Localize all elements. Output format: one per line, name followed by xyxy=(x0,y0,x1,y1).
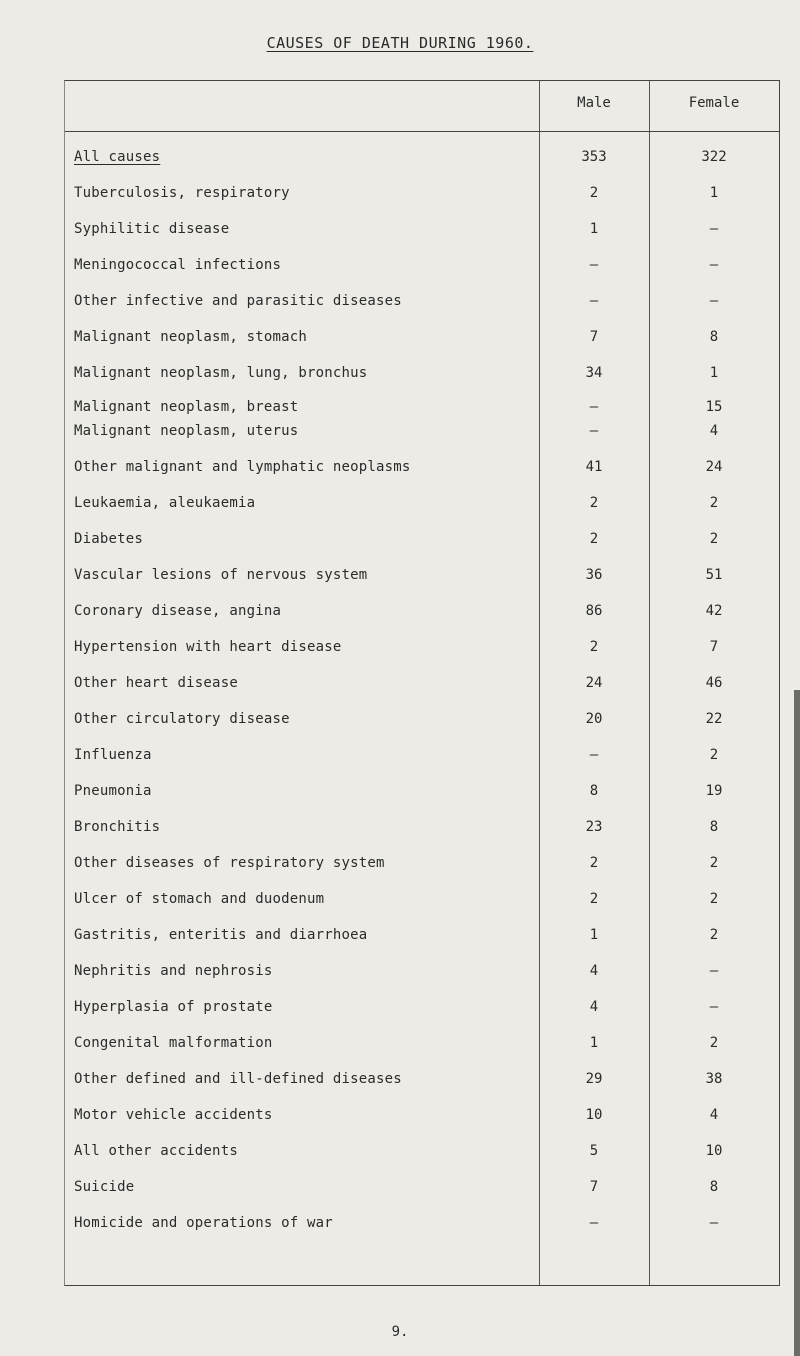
cause-label: Other defined and ill-defined diseases xyxy=(74,1071,402,1087)
cause-label: Bronchitis xyxy=(74,819,161,835)
cause-label: Other diseases of respiratory system xyxy=(74,855,385,871)
female-count: 2 xyxy=(709,495,719,511)
table-row xyxy=(65,1071,779,1097)
female-count: 7 xyxy=(709,639,719,655)
male-count: – xyxy=(589,747,599,763)
table-row xyxy=(65,399,779,425)
male-count: 1 xyxy=(589,221,599,237)
female-count: – xyxy=(709,999,719,1015)
cause-label: Malignant neoplasm, breast xyxy=(74,399,299,415)
table-row xyxy=(65,293,779,319)
male-count: – xyxy=(589,1215,599,1231)
female-count: 38 xyxy=(705,1071,723,1087)
table-row xyxy=(65,891,779,917)
table-row xyxy=(65,149,779,175)
cause-label: Hypertension with heart disease xyxy=(74,639,342,655)
female-count: 1 xyxy=(709,185,719,201)
cause-label: All other accidents xyxy=(74,1143,238,1159)
female-count: 4 xyxy=(709,1107,719,1123)
cause-label: Gastritis, enteritis and diarrhoea xyxy=(74,927,368,943)
cause-label: Malignant neoplasm, lung, bronchus xyxy=(74,365,368,381)
table-row xyxy=(65,531,779,557)
cause-label: Tuberculosis, respiratory xyxy=(74,185,290,201)
cause-label: Influenza xyxy=(74,747,152,763)
cause-label: Leukaemia, aleukaemia xyxy=(74,495,256,511)
table-row xyxy=(65,1179,779,1205)
male-count: 7 xyxy=(589,1179,599,1195)
table-row xyxy=(65,855,779,881)
cause-label: Vascular lesions of nervous system xyxy=(74,567,368,583)
female-count: 22 xyxy=(705,711,723,727)
female-count: 322 xyxy=(701,149,727,165)
male-count: 7 xyxy=(589,329,599,345)
table-row xyxy=(65,963,779,989)
table-row xyxy=(65,257,779,283)
female-count: 19 xyxy=(705,783,723,799)
table-row xyxy=(65,1035,779,1061)
male-count: 4 xyxy=(589,963,599,979)
cause-label: Ulcer of stomach and duodenum xyxy=(74,891,325,907)
table-row xyxy=(65,221,779,247)
male-count: 8 xyxy=(589,783,599,799)
male-count: – xyxy=(589,257,599,273)
male-count: 5 xyxy=(589,1143,599,1159)
cause-label: Coronary disease, angina xyxy=(74,603,282,619)
table-row xyxy=(65,1143,779,1169)
cause-label: Congenital malformation xyxy=(74,1035,273,1051)
column-header-female: Female xyxy=(688,95,740,111)
column-header-male: Male xyxy=(577,95,611,111)
female-count: 2 xyxy=(709,747,719,763)
cause-label: All causes xyxy=(74,149,161,165)
table-row xyxy=(65,329,779,355)
table-row xyxy=(65,639,779,665)
female-count: 10 xyxy=(705,1143,723,1159)
cause-label: Meningococcal infections xyxy=(74,257,282,273)
page-title: CAUSES OF DEATH DURING 1960. xyxy=(266,34,534,52)
cause-label: Syphilitic disease xyxy=(74,221,230,237)
female-count: – xyxy=(709,963,719,979)
female-count: 24 xyxy=(705,459,723,475)
table-row xyxy=(65,1107,779,1133)
male-count: 34 xyxy=(585,365,603,381)
cause-label: Hyperplasia of prostate xyxy=(74,999,273,1015)
female-count: 2 xyxy=(709,927,719,943)
female-count: 1 xyxy=(709,365,719,381)
male-count: 1 xyxy=(589,1035,599,1051)
male-count: 2 xyxy=(589,855,599,871)
male-count: 29 xyxy=(585,1071,603,1087)
cause-label: Malignant neoplasm, uterus xyxy=(74,423,299,439)
female-count: 4 xyxy=(709,423,719,439)
table-row xyxy=(65,423,779,449)
cause-label: Other circulatory disease xyxy=(74,711,290,727)
table-row xyxy=(65,747,779,773)
female-count: 8 xyxy=(709,329,719,345)
table-row xyxy=(65,999,779,1025)
cause-label: Suicide xyxy=(74,1179,135,1195)
female-count: 8 xyxy=(709,819,719,835)
male-count: 2 xyxy=(589,639,599,655)
table-row xyxy=(65,927,779,953)
cause-label: Other heart disease xyxy=(74,675,238,691)
cause-label: Diabetes xyxy=(74,531,144,547)
table-row xyxy=(65,185,779,211)
female-count: 2 xyxy=(709,1035,719,1051)
male-count: 24 xyxy=(585,675,603,691)
male-count: – xyxy=(589,293,599,309)
male-count: 10 xyxy=(585,1107,603,1123)
male-count: 2 xyxy=(589,531,599,547)
male-count: 20 xyxy=(585,711,603,727)
female-count: 42 xyxy=(705,603,723,619)
male-count: 1 xyxy=(589,927,599,943)
cause-label: Malignant neoplasm, stomach xyxy=(74,329,307,345)
male-count: 86 xyxy=(585,603,603,619)
male-count: 41 xyxy=(585,459,603,475)
cause-label: Homicide and operations of war xyxy=(74,1215,333,1231)
female-count: 51 xyxy=(705,567,723,583)
table-row xyxy=(65,675,779,701)
male-count: 36 xyxy=(585,567,603,583)
female-count: 2 xyxy=(709,531,719,547)
female-count: 8 xyxy=(709,1179,719,1195)
male-count: 2 xyxy=(589,891,599,907)
cause-label: Motor vehicle accidents xyxy=(74,1107,273,1123)
table-row xyxy=(65,567,779,593)
male-count: – xyxy=(589,423,599,439)
table-row xyxy=(65,1215,779,1241)
female-count: – xyxy=(709,257,719,273)
female-count: – xyxy=(709,1215,719,1231)
male-count: 4 xyxy=(589,999,599,1015)
table-row xyxy=(65,495,779,521)
male-count: 2 xyxy=(589,495,599,511)
cause-label: Other infective and parasitic diseases xyxy=(74,293,402,309)
table-row xyxy=(65,365,779,391)
table-row xyxy=(65,603,779,629)
cause-label: Pneumonia xyxy=(74,783,152,799)
female-count: 2 xyxy=(709,855,719,871)
table-row xyxy=(65,711,779,737)
male-count: 353 xyxy=(581,149,607,165)
female-count: – xyxy=(709,221,719,237)
female-count: 2 xyxy=(709,891,719,907)
male-count: 2 xyxy=(589,185,599,201)
male-count: – xyxy=(589,399,599,415)
scan-edge-shadow xyxy=(794,690,800,1356)
female-count: 15 xyxy=(705,399,723,415)
female-count: – xyxy=(709,293,719,309)
table-row xyxy=(65,783,779,809)
table-row xyxy=(65,819,779,845)
causes-table xyxy=(64,80,780,1286)
cause-label: Other malignant and lymphatic neoplasms xyxy=(74,459,411,475)
header-divider xyxy=(65,131,779,132)
male-count: 23 xyxy=(585,819,603,835)
table-row xyxy=(65,459,779,485)
page-number: 9. xyxy=(391,1324,409,1340)
cause-label: Nephritis and nephrosis xyxy=(74,963,273,979)
female-count: 46 xyxy=(705,675,723,691)
